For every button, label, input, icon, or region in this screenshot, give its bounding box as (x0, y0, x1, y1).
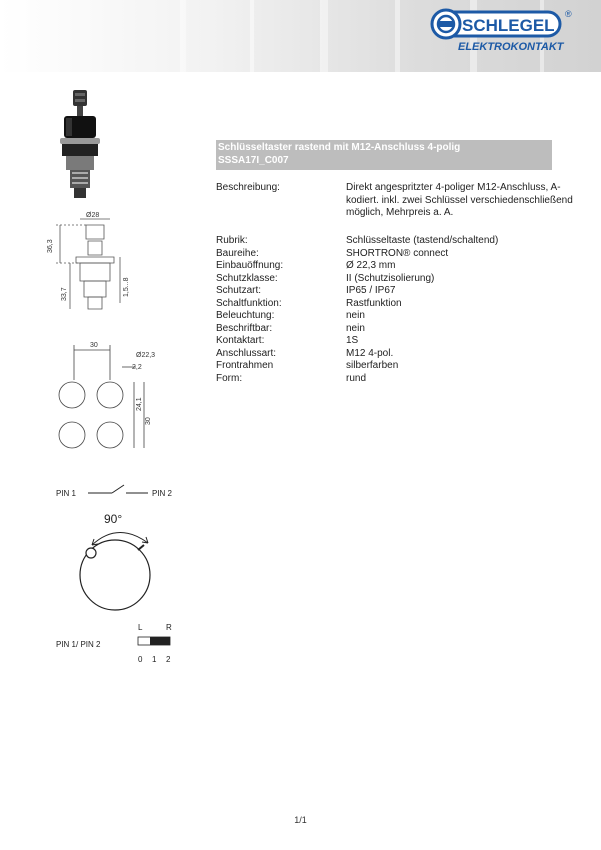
dim-30: 30 (90, 342, 98, 349)
spec-value: silberfarben (346, 360, 399, 371)
spec-value: nein (346, 310, 365, 321)
technical-drawings (40, 205, 200, 675)
dim-diameter-28: Ø28 (86, 212, 100, 219)
switch-state-label: PIN 1/ PIN 2 (56, 640, 101, 649)
description-label: Beschreibung: (216, 182, 280, 193)
spec-label: Baureihe: (216, 247, 259, 259)
spec-value: SHORTRON® connect (346, 247, 449, 259)
spec-value: M12 4-pol. (346, 347, 394, 359)
position-l: L (138, 623, 143, 632)
spec-label: Schutzklasse: (216, 272, 278, 284)
spec-label: Frontrahmen (216, 360, 274, 371)
spec-label: Schaltfunktion: (216, 297, 282, 309)
schlegel-logo (428, 6, 578, 58)
product-title: Schlüsseltaster rastend mit M12-Anschluss 4-polig (218, 142, 461, 153)
spec-label: Anschlussart: (216, 347, 277, 359)
spec-value: Ø 22,3 mm (346, 260, 396, 271)
spec-value: rund (346, 372, 367, 384)
position-2: 2 (166, 655, 171, 664)
page-number: 1/1 (294, 815, 307, 825)
dim-30-vertical: 30 (145, 417, 152, 425)
spec-label: Einbauöffnung: (216, 260, 284, 271)
switch-state-fill (150, 637, 170, 645)
product-title-bar (216, 140, 552, 170)
brand-name: SCHLEGEL (462, 16, 555, 35)
switch-symbol (88, 485, 148, 493)
dim-36-3: 36,3 (47, 239, 54, 253)
brand-sub: ELEKTROKONTAKT (458, 41, 564, 53)
dim-1-5-8: 1,5...8 (123, 277, 130, 297)
spec-value: II (Schutzisolierung) (346, 272, 435, 284)
key-position-diagram (80, 532, 150, 610)
dim-24-1: 24,1 (136, 397, 143, 411)
dim-diameter-22-3: Ø22,3 (136, 352, 156, 359)
panel-cutout-drawing (59, 345, 144, 448)
spec-label: Rubrik: (216, 235, 248, 246)
spec-value: Rastfunktion (346, 297, 402, 309)
dim-2-2: 2,2 (132, 364, 142, 371)
pin1-label: PIN 1 (56, 489, 77, 498)
spec-value: nein (346, 322, 365, 334)
spec-label: Beschriftbar: (216, 322, 273, 334)
dim-33-7: 33,7 (61, 287, 68, 301)
spec-value: 1S (346, 335, 359, 346)
position-1: 1 (152, 655, 157, 664)
position-r: R (166, 623, 172, 632)
spec-value: IP65 / IP67 (346, 285, 396, 296)
description-value: Direkt angespritzter 4-poliger M12-Anschluss, A-kodiert. inkl. zwei Schlüssel verschiedenschließend möglich, Mehrpreis a. A. (346, 182, 573, 218)
spec-value: Schlüsseltaste (tastend/schaltend) (346, 235, 499, 246)
product-code: SSSA17I_C007 (218, 155, 289, 166)
spec-label: Beleuchtung: (216, 310, 275, 321)
product-image (46, 90, 116, 200)
registered-mark: ® (565, 9, 572, 19)
spec-label: Form: (216, 372, 243, 384)
pin2-label: PIN 2 (152, 489, 173, 498)
angle-label: 90° (104, 512, 123, 526)
position-0: 0 (138, 655, 143, 664)
spec-label: Kontaktart: (216, 335, 265, 346)
spec-label: Schutzart: (216, 285, 262, 296)
